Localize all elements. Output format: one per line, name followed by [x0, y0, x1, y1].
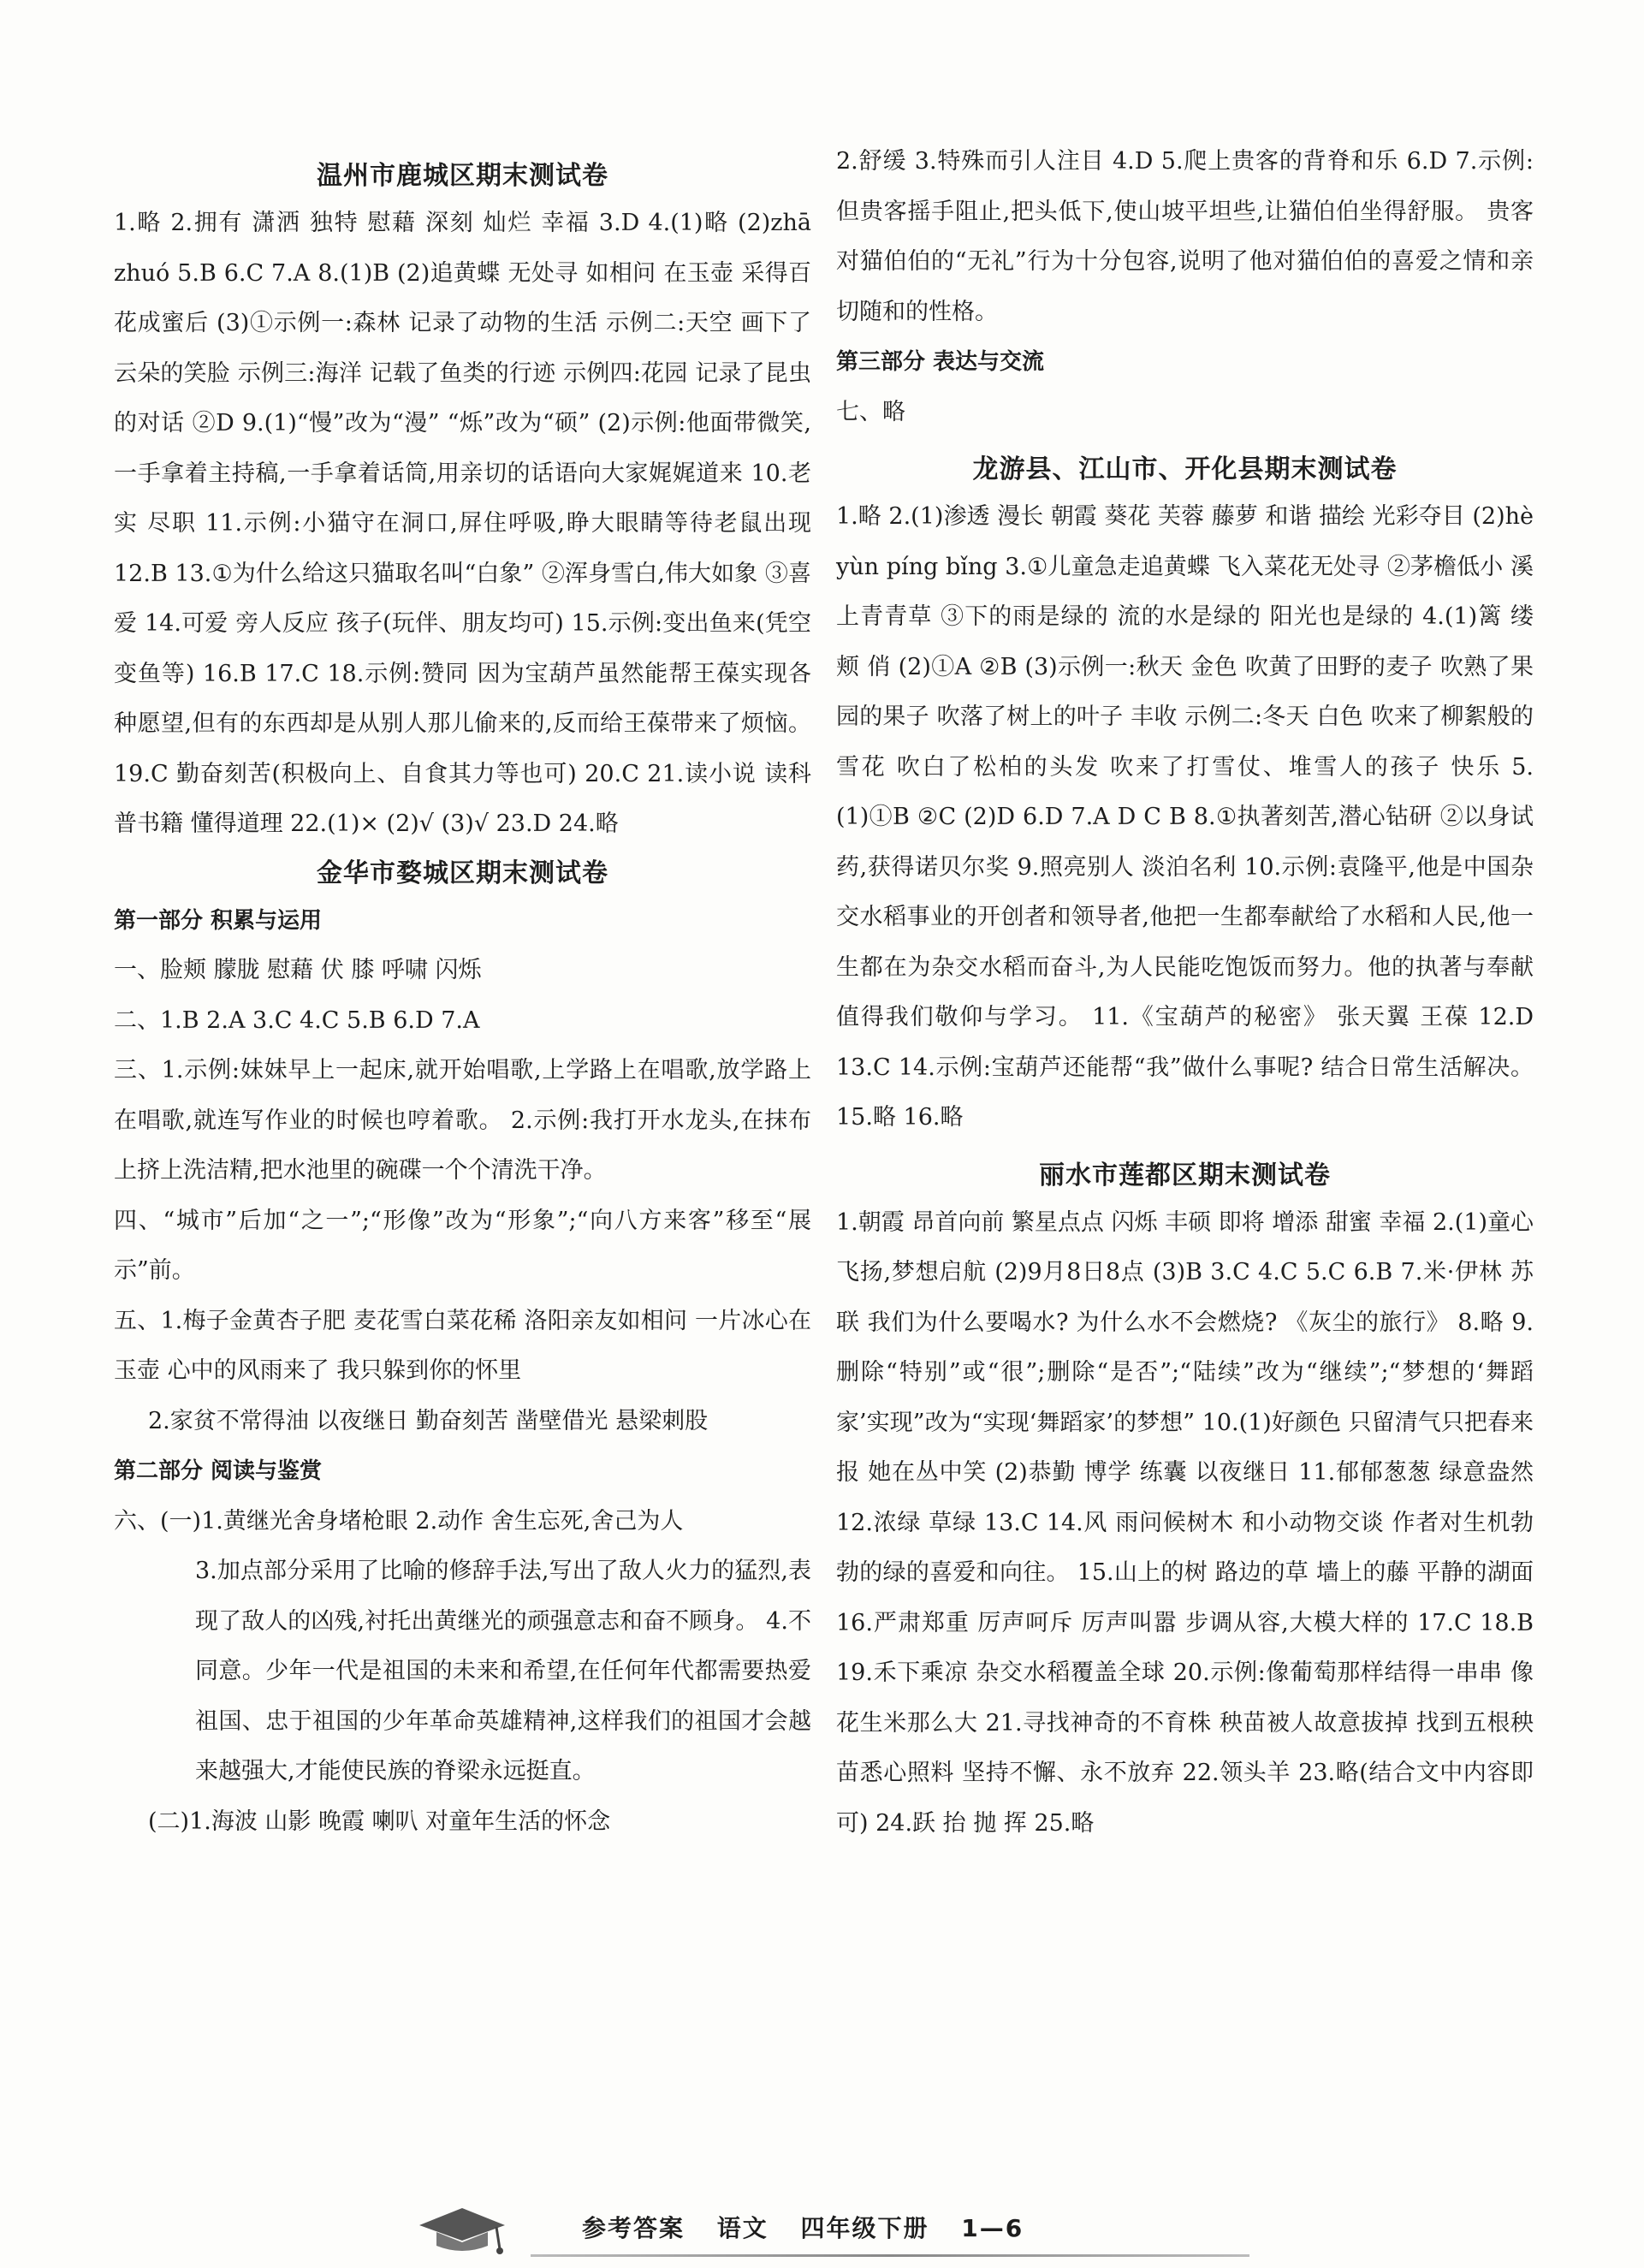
footer-text — [582, 2210, 1046, 2244]
part-heading: 第三部分 表达与交流 — [836, 349, 1045, 375]
answer-paragraph: 三、1.示例:妹妹早上一起床,就开始唱歌,上学路上在唱歌,放学路上在唱歌,就连写作业的时候也哼着歌。 2.示例:我打开水龙头,在抹布上挤上洗洁精,把水池里的碗碟一个个清洗干净。 — [114, 1057, 811, 1184]
section-heading: 龙游县、江山市、开化县期末测试卷 — [972, 454, 1398, 484]
answer-paragraph: 1.略 2.(1)渗透 漫长 朝霞 葵花 芙蓉 藤萝 和谐 描绘 光彩夺目 (2)hè yùn píng bǐng 3.①儿童急走追黄蝶 飞入菜花无处寻 ②茅檐低小 溪上青青草 ③下的雨是绿的 流的水是绿的 阳光也是绿的 4.(1)篱 缕 颊 俏 (2)①A ②B (3)示例一:秋天 金色 吹黄了田野的麦子 吹熟了果园的果子 吹落了树上的叶子 丰收 示例二:冬天 白色 吹来了柳絮般的雪花 吹白了松柏的头发 吹来了打雪仗、堆雪人的孩子 快乐 5.(1)①B ②C (2)D 6.D 7.A D C B 8.①执著刻苦,潜心钻研 ②以身试药,获得诺贝尔奖 9.照亮别人 淡泊名利 10.示例:袁隆平,他是中国杂交水稻事业的开创者和领导者,他把一生都奉献给了水稻和人民,他一生都在为杂交水稻而奋斗,为人民能吃饱饭而努力。他的执著与奉献值得我们敬仰与学习。 11.《宝葫芦的秘密》 张天翼 王葆 12.D 13.C 14.示例:宝葫芦还能帮“我”做什么事呢? 结合日常生活解决。 15.略 16.略 — [836, 503, 1534, 1131]
answer-paragraph: 1.略 2.拥有 潇洒 独特 慰藉 深刻 灿烂 幸福 3.D 4.(1)略 (2)zhā zhuó 5.B 6.C 7.A 8.(1)B (2)追黄蝶 无处寻 如相问 在玉壶 采得百花成蜜后 (3)①示例一:森林 记录了动物的生活 示例二:天空 画下了云朵的笑脸 示例三:海洋 记载了鱼类的行迹 示例四:花园 记录了昆虫的对话 ②D 9.(1)“慢”改为“漫” “烁”改为“硕” (2)示例:他面带微笑,一手拿着主持稿,一手拿着话筒,用亲切的话语向大家娓娓道来 10.老实 尽职 11.示例:小猫守在洞口,屏住呼吸,睁大眼睛等待老鼠出现 12.B 13.①为什么给这只猫取名叫“白象” ②浑身雪白,伟大如象 ③喜爱 14.可爱 旁人反应 孩子(玩伴、朋友均可) 15.示例:变出鱼来(凭空变鱼等) 16.B 17.C 18.示例:赞同 因为宝葫芦虽然能帮王葆实现各种愿望,但有的东西却是从别人那儿偷来的,反而给王葆带来了烦恼。 19.C 勤奋刻苦(积极向上、自食其力等也可) 20.C 21.读小说 读科普书籍 懂得道理 22.(1)× (2)√ (3)√ 23.D 24.略 — [114, 210, 811, 837]
section-heading: 金华市婺城区期末测试卷 — [317, 858, 608, 888]
part-heading: 第二部分 阅读与鉴赏 — [114, 1458, 323, 1484]
page-number: 1—6 — [961, 2214, 1024, 2242]
page-footer — [402, 2201, 1258, 2261]
footer-label: 参考答案 — [582, 2214, 685, 2242]
left-column — [114, 144, 811, 1847]
answer-paragraph: 五、1.梅子金黄杏子肥 麦花雪白菜花稀 洛阳亲友如相问 一片冰心在玉壶 心中的风雨来了 我只躲到你的怀里 — [114, 1307, 811, 1384]
footer-grade: 四年级下册 — [800, 2214, 929, 2242]
answer-paragraph: 二、1.B 2.A 3.C 4.C 5.B 6.D 7.A — [114, 1006, 480, 1034]
answer-paragraph: 1.朝霞 昂首向前 繁星点点 闪烁 丰硕 即将 增添 甜蜜 幸福 2.(1)童心飞扬,梦想启航 (2)9月8日8点 (3)B 3.C 4.C 5.C 6.B 7.米·伊林 苏联 我们为什么要喝水? 为什么水不会燃烧? 《灰尘的旅行》 8.略 9.删除“特别”或“很”;删除“是否”;“陆续”改为“继续”;“梦想的‘舞蹈家’实现”改为“实现‘舞蹈家’的梦想” 10.(1)好颜色 只留清气只把春来报 她在丛中笑 (2)恭勤 博学 练囊 以夜继日 11.郁郁葱葱 绿意盎然 12.浓绿 草绿 13.C 14.风 雨问候树木 和小动物交谈 作者对生机勃勃的绿的喜爱和向往。 15.山上的树 路边的草 墙上的藤 平静的湖面 16.严肃郑重 厉声呵斥 厉声叫嚣 步调从容,大模大样的 17.C 18.B 19.禾下乘凉 杂交水稻覆盖全球 20.示例:像葡萄那样结得一串串 像花生米那么大 21.寻找神奇的不育株 秧苗被人故意拔掉 找到五根秧苗悉心照料 坚持不懈、永不放弃 22.领头羊 23.略(结合文中内容即可) 24.跃 抬 抛 挥 25.略 — [836, 1208, 1534, 1837]
section-heading: 丽水市莲都区期末测试卷 — [1039, 1160, 1331, 1190]
footer-subject: 语文 — [716, 2214, 769, 2242]
footer-rule — [531, 2254, 1249, 2257]
answer-paragraph: 2.家贫不常得油 以夜继日 勤奋刻苦 凿壁借光 悬梁刺股 — [148, 1407, 709, 1434]
part-heading: 第一部分 积累与运用 — [114, 907, 323, 934]
answer-paragraph: 2.舒缓 3.特殊而引人注目 4.D 5.爬上贵客的背脊和乐 6.D 7.示例:但贵客摇手阻止,把头低下,使山坡平坦些,让猫伯伯坐得舒服。 贵客对猫伯伯的“无礼”行为十分包容,说明了他对猫伯伯的喜爱之情和亲切随和的性格。 — [836, 148, 1534, 325]
graduation-cap-icon — [411, 2201, 513, 2258]
right-column — [836, 144, 1534, 1849]
answer-paragraph: (二)1.海波 山影 晚霞 喇叭 对童年生活的怀念 — [148, 1808, 611, 1835]
answer-paragraph: 四、“城市”后加“之一”;“形像”改为“形象”;“向八方来客”移至“展示”前。 — [114, 1207, 811, 1284]
answer-paragraph: 六、(一)1.黄继光舍身堵枪眼 2.动作 舍生忘死,舍己为人 — [114, 1507, 684, 1535]
answer-paragraph: 七、略 — [836, 398, 905, 425]
section-heading: 温州市鹿城区期末测试卷 — [317, 161, 608, 191]
answer-paragraph: 一、脸颊 朦胧 慰藉 伏 膝 呼啸 闪烁 — [114, 957, 482, 983]
answer-paragraph: 3.加点部分采用了比喻的修辞手法,写出了敌人火力的猛烈,表现了敌人的凶残,衬托出黄继光的顽强意志和奋不顾身。 4.不同意。少年一代是祖国的未来和希望,在任何年代都需要热爱祖国、忠于祖国的少年革命英雄精神,这样我们的祖国才会越来越强大,才能使民族的脊梁永远挺直。 — [195, 1558, 811, 1784]
